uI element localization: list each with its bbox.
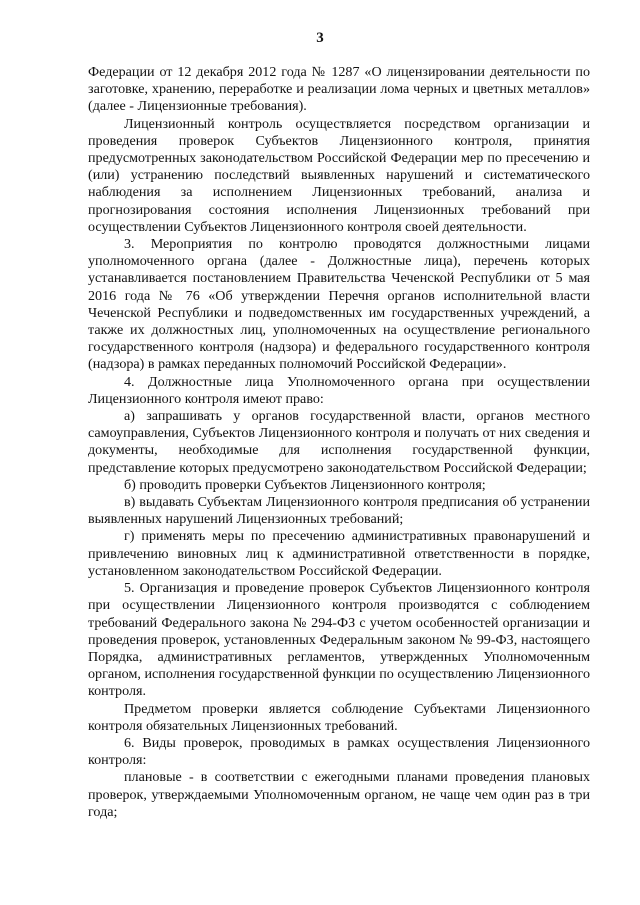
paragraph-item-4g: г) применять меры по пресечению административных правонарушений и привлечению виновных лиц к административной ответственности в порядке, установленном законодательством Российской Федерации. (88, 528, 590, 579)
paragraph-item-4v: в) выдавать Субъектам Лицензионного контроля предписания об устранении выявленных нарушений Лицензионных требований; (88, 494, 590, 528)
paragraph-planned-inspections: плановые - в соответствии с ежегодными планами проведения плановых проверок, утверждаемыми Уполномоченным органом, не чаще чем один раз в три года; (88, 769, 590, 820)
paragraph-item-3: 3. Мероприятия по контролю проводятся должностными лицами уполномоченного органа (далее - Должностные лица), перечень которых устанавливается постановлением Правительства Чеченской Республики от 5 мая 2016 года № 76 «Об утверждении Перечня органов исполнительной власти Чеченской Республики и подведомственных им государственных учреждений, а также их должностных лиц, уполномоченных на осуществление регионального государственного контроля (надзора) и федерального государственного контроля (надзора) в рамках переданных полномочий Российской Федерации». (88, 236, 590, 373)
page-number: 3 (316, 30, 324, 46)
paragraph-inspection-subject: Предметом проверки является соблюдение Субъектами Лицензионного контроля обязательных Лицензионных требований. (88, 700, 590, 734)
paragraph-item-4: 4. Должностные лица Уполномоченного органа при осуществлении Лицензионного контроля имеют право: (88, 373, 590, 407)
document-body (88, 64, 590, 821)
paragraph-item-5: 5. Организация и проведение проверок Субъектов Лицензионного контроля при осуществлении Лицензионного контроля производятся с соблюдением требований Федерального закона № 294-ФЗ с учетом особенностей организации и проведения проверок, установленных Федеральным законом № 99-ФЗ, настоящего Порядка, административных регламентов, утвержденных Уполномоченным органом, исполнения государственной функции по осуществлению Лицензионного контроля. (88, 580, 590, 700)
paragraph-item-4b: б) проводить проверки Субъектов Лицензионного контроля; (124, 476, 486, 493)
paragraph-licensing-control: Лицензионный контроль осуществляется посредством организации и проведения проверок Субъектов Лицензионного контроля, принятия предусмотренных законодательством Российской Федерации мер по пресечению и (или) устранению последствий выявленных нарушений и систематического наблюдения за исполнением Лицензионных требований, анализа и прогнозирования состояния исполнения Лицензионных требований при осуществлении Субъектов Лицензионного контроля своей деятельности. (88, 115, 590, 235)
paragraph-licensing-requirements: Федерации от 12 декабря 2012 года № 1287 «О лицензировании деятельности по заготовке, хранению, переработке и реализации лома черных и цветных металлов» (далее - Лицензионные требования). (88, 64, 590, 115)
paragraph-item-6: 6. Виды проверок, проводимых в рамках осуществления Лицензионного контроля: (88, 734, 590, 769)
paragraph-item-4a: а) запрашивать у органов государственной власти, органов местного самоуправления, Субъектов Лицензионного контроля и получать от них сведения и документы, необходимые для исполнения государственной функции, представление которых предусмотрено законодательством Российской Федерации; (88, 408, 590, 476)
